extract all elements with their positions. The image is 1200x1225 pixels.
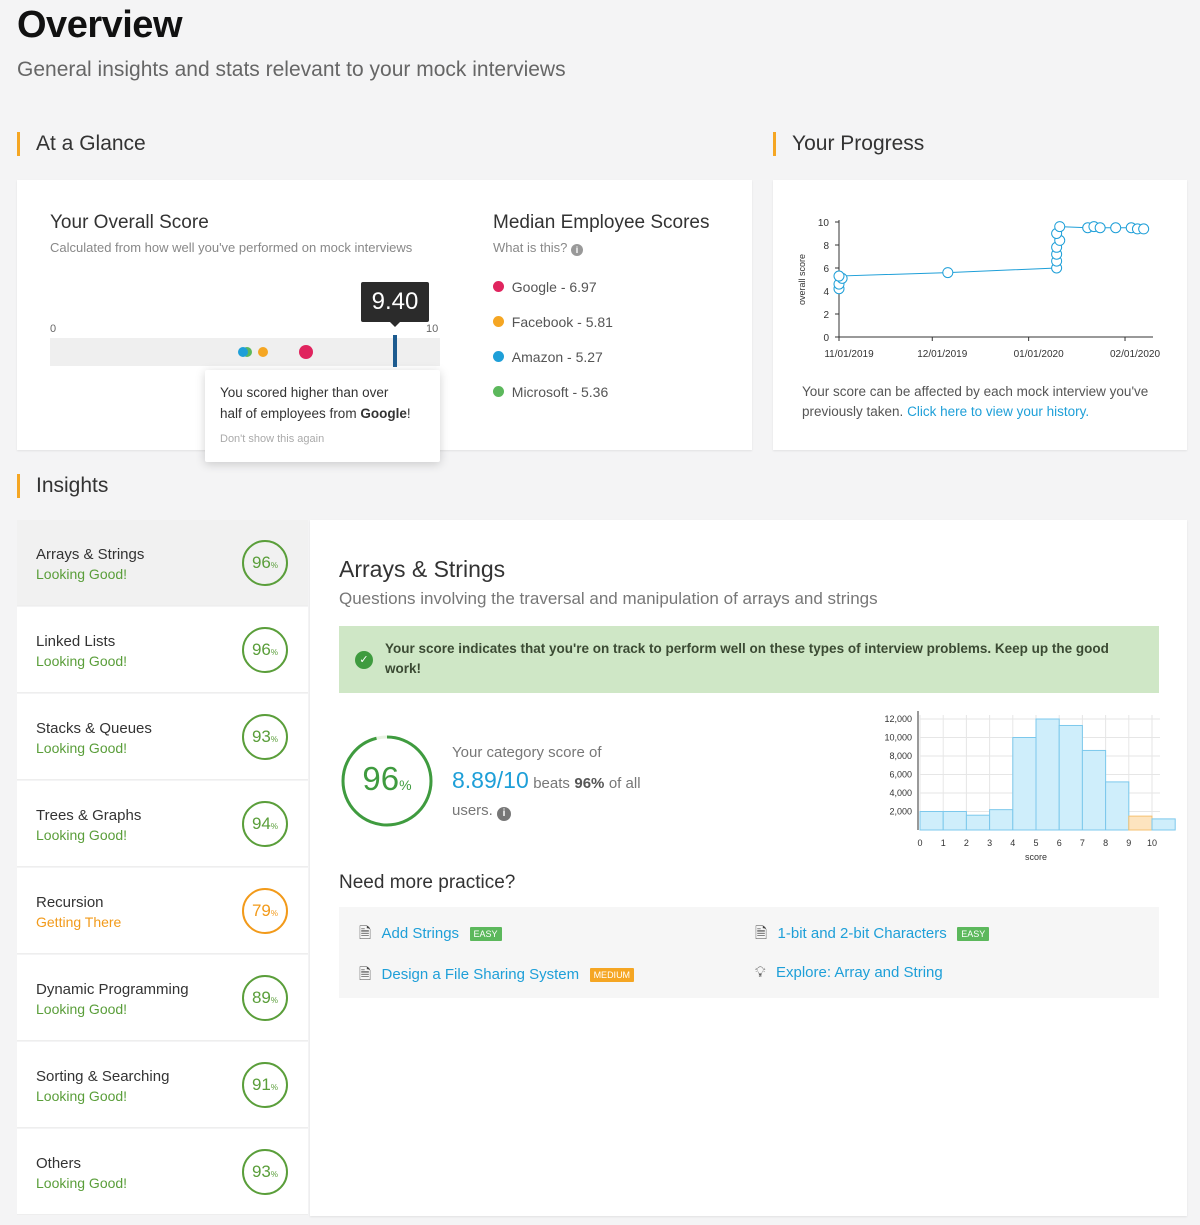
practice-link[interactable]: Design a File Sharing System — [381, 966, 580, 983]
insight-item[interactable] — [17, 1042, 308, 1128]
data-point — [1111, 223, 1121, 233]
status-alert — [339, 626, 1159, 693]
insight-score-pct: % — [270, 735, 279, 744]
insight-status: Looking Good! — [36, 1001, 128, 1017]
y-tick-label: 12,000 — [884, 714, 912, 724]
section-insights: Insights — [17, 474, 108, 498]
document-icon: 🗎 — [755, 925, 768, 942]
check-circle-icon: ✓ — [355, 651, 373, 669]
info-icon[interactable]: i — [497, 807, 511, 821]
difficulty-badge: EASY — [470, 927, 502, 941]
insight-score-pct: % — [270, 1170, 279, 1179]
data-point — [1139, 224, 1149, 234]
x-tick-label: 8 — [1103, 838, 1109, 848]
insight-status: Looking Good! — [36, 1088, 128, 1104]
amazon-dot — [493, 351, 504, 362]
progress-chart — [773, 180, 1187, 370]
insight-score-ring — [242, 888, 288, 934]
insight-item[interactable] — [17, 520, 308, 606]
median-item-google — [493, 279, 597, 295]
insight-name: Trees & Graphs — [36, 807, 142, 824]
progress-note — [802, 382, 1172, 422]
insight-item[interactable] — [17, 607, 308, 693]
x-tick-label: 6 — [1056, 838, 1062, 848]
insight-status: Looking Good! — [36, 1175, 128, 1191]
score-distribution-chart — [850, 705, 1170, 862]
microsoft-dot — [493, 386, 504, 397]
tooltip-line2-prefix: half of employees from — [220, 406, 361, 421]
x-tick-label: 3 — [987, 838, 993, 848]
histogram-bar — [943, 812, 966, 831]
section-at-a-glance: At a Glance — [17, 132, 146, 156]
histogram-bar — [1152, 819, 1175, 830]
insight-score-ring — [242, 714, 288, 760]
x-tick-label: 7 — [1079, 838, 1085, 848]
histogram-bar — [1082, 750, 1105, 830]
insight-score-ring — [242, 801, 288, 847]
histogram-bar — [990, 810, 1013, 830]
insight-score-pct: % — [270, 561, 279, 570]
x-tick-label: 0 — [917, 838, 923, 848]
data-point — [834, 271, 844, 281]
insight-score-pct: % — [270, 822, 279, 831]
y-tick-label: 4,000 — [889, 788, 912, 798]
document-icon: 🗎 — [359, 925, 372, 942]
median-label: Amazon - 5.27 — [511, 349, 603, 365]
practice-item[interactable] — [359, 964, 634, 989]
x-tick-label: 01/01/2020 — [1013, 349, 1064, 360]
histogram-bar — [966, 815, 989, 830]
x-axis-label: score — [1024, 852, 1048, 862]
overall-score-title: Your Overall Score — [50, 212, 209, 233]
what-is-this-help[interactable] — [493, 240, 583, 256]
insight-item[interactable] — [17, 781, 308, 867]
data-point — [1095, 223, 1105, 233]
median-item-microsoft — [493, 384, 608, 400]
insight-score: 96 — [251, 640, 271, 659]
data-point — [943, 268, 953, 278]
y-tick-label: 4 — [823, 287, 829, 298]
insight-name: Dynamic Programming — [36, 981, 189, 998]
google-dot — [493, 281, 504, 292]
insight-item[interactable] — [17, 694, 308, 780]
scale-max: 10 — [426, 323, 439, 335]
histogram-bar — [1106, 782, 1129, 830]
median-label: Microsoft - 5.36 — [511, 384, 609, 400]
insight-score-pct: % — [270, 1083, 279, 1092]
insight-score: 79 — [251, 901, 271, 920]
x-tick-label: 12/01/2019 — [917, 349, 968, 360]
tooltip-company: Google — [360, 406, 407, 421]
x-tick-label: 02/01/2020 — [1109, 349, 1161, 360]
insight-score-ring — [242, 1062, 288, 1108]
score-bubble: 9.40 — [361, 282, 429, 322]
x-tick-label: 9 — [1126, 838, 1132, 848]
score-tooltip — [205, 370, 440, 462]
y-tick-label: 0 — [823, 333, 829, 344]
difficulty-badge: EASY — [957, 927, 989, 941]
document-icon: 🗎 — [359, 966, 372, 983]
practice-item[interactable] — [755, 923, 989, 948]
histogram-bar — [920, 812, 943, 831]
highlight-bar — [1129, 816, 1152, 830]
category-score-label: Your category score of — [452, 744, 602, 761]
insight-status: Getting There — [36, 914, 122, 930]
median-scores-title: Median Employee Scores — [493, 212, 710, 233]
view-history-link[interactable]: Click here to view your history. — [907, 404, 1090, 419]
insight-score-pct: % — [270, 909, 279, 918]
category-score-line — [452, 767, 641, 794]
overall-score-desc: Calculated from how well you've performed on mock interviews — [50, 240, 413, 255]
insight-status: Looking Good! — [36, 566, 128, 582]
histogram-bar — [1036, 719, 1059, 830]
histogram-bar — [1059, 725, 1082, 830]
progress-note-text: Your score can be affected by each mock interview you've previously taken. — [802, 384, 1149, 419]
tooltip-line1: You scored higher than over — [220, 385, 389, 400]
category-score-number: 96 — [362, 760, 400, 797]
insight-score: 93 — [251, 1162, 271, 1181]
insight-score: 94 — [251, 814, 271, 833]
insight-name: Stacks & Queues — [36, 720, 152, 737]
practice-link[interactable]: Explore: Array and String — [775, 964, 943, 981]
histogram-bar — [1013, 738, 1036, 831]
tooltip-line2 — [220, 406, 411, 421]
insight-score-ring — [242, 627, 288, 673]
what-is-this-label: What is this? — [493, 240, 568, 255]
insight-score-ring — [242, 1149, 288, 1195]
y-tick-label: 10 — [817, 218, 829, 229]
x-tick-label: 5 — [1033, 838, 1039, 848]
info-icon: i — [571, 244, 583, 256]
progress-card — [773, 180, 1187, 450]
page-title: Overview — [17, 4, 182, 46]
practice-link[interactable]: Add Strings — [381, 925, 460, 942]
x-tick-label: 10 — [1146, 838, 1158, 848]
x-tick-label: 4 — [1010, 838, 1016, 848]
y-tick-label: 8,000 — [889, 751, 912, 761]
insight-status: Looking Good! — [36, 827, 128, 843]
beats-value: 96% — [574, 775, 605, 792]
y-axis-label: overall score — [797, 253, 807, 306]
median-item-facebook — [493, 314, 613, 330]
practice-box — [339, 907, 1159, 998]
detail-desc: Questions involving the traversal and manipulation of arrays and strings — [339, 589, 878, 608]
category-score-pct: % — [399, 777, 412, 793]
insight-item[interactable] — [17, 955, 308, 1041]
y-tick-label: 10,000 — [884, 732, 912, 743]
insight-score-ring — [242, 540, 288, 586]
your-score-marker — [393, 335, 397, 367]
category-score-fraction: 8.89/10 — [452, 767, 529, 793]
y-tick-label: 8 — [823, 241, 829, 252]
insight-status: Looking Good! — [36, 740, 128, 756]
insight-score: 89 — [251, 988, 271, 1007]
insight-item[interactable] — [17, 1129, 308, 1215]
insight-score-pct: % — [270, 648, 279, 657]
y-tick-label: 6 — [823, 264, 829, 275]
page-subtitle: General insights and stats relevant to your mock interviews — [17, 58, 566, 81]
insight-name: Recursion — [36, 894, 104, 911]
scale-min: 0 — [50, 323, 57, 335]
insight-score: 96 — [251, 553, 271, 572]
beats-prefix: beats — [533, 775, 570, 792]
median-label: Facebook - 5.81 — [511, 314, 613, 330]
insight-name: Others — [36, 1155, 82, 1172]
insight-detail-panel — [310, 520, 1187, 1216]
insight-score: 91 — [251, 1075, 271, 1094]
insight-item[interactable] — [17, 868, 308, 954]
glance-card — [17, 180, 752, 450]
users-label: users. — [452, 802, 493, 819]
score-bubble-arrow — [389, 321, 401, 327]
median-item-amazon — [493, 349, 603, 365]
practice-item[interactable] — [755, 964, 943, 982]
google-median-marker — [299, 345, 313, 359]
practice-link[interactable]: 1-bit and 2-bit Characters — [777, 925, 947, 942]
y-tick-label: 6,000 — [889, 769, 912, 780]
practice-title: Need more practice? — [339, 872, 516, 893]
insight-status: Looking Good! — [36, 653, 128, 669]
median-label: Google - 6.97 — [511, 279, 597, 295]
x-tick-label: 11/01/2019 — [824, 349, 874, 360]
data-point — [1055, 222, 1065, 232]
tooltip-line2-suffix: ! — [406, 406, 411, 421]
alert-text: Your score indicates that you're on track to perform well on these types of interview problems. Keep up the good work! — [385, 641, 1109, 676]
y-tick-label: 2 — [823, 310, 829, 321]
lightbulb-icon: 💡︎ — [755, 964, 766, 981]
insight-name: Linked Lists — [36, 633, 116, 650]
y-tick-label: 2,000 — [889, 806, 912, 817]
progress-line — [839, 227, 1144, 289]
beats-suffix: of all — [608, 775, 641, 792]
x-tick-label: 2 — [963, 838, 969, 848]
category-score-value — [339, 760, 435, 798]
insight-name: Sorting & Searching — [36, 1068, 170, 1085]
detail-title: Arrays & Strings — [339, 556, 506, 582]
facebook-dot — [493, 316, 504, 327]
users-line — [452, 802, 511, 821]
x-tick-label: 1 — [940, 838, 946, 848]
insight-name: Arrays & Strings — [36, 546, 145, 563]
insight-score-pct: % — [270, 996, 279, 1005]
practice-item[interactable] — [359, 923, 502, 948]
insight-score: 93 — [251, 727, 271, 746]
difficulty-badge: MEDIUM — [590, 968, 635, 982]
insight-score-ring — [242, 975, 288, 1021]
tooltip-dismiss-link[interactable]: Don't show this again — [220, 433, 325, 445]
section-your-progress: Your Progress — [773, 132, 924, 156]
